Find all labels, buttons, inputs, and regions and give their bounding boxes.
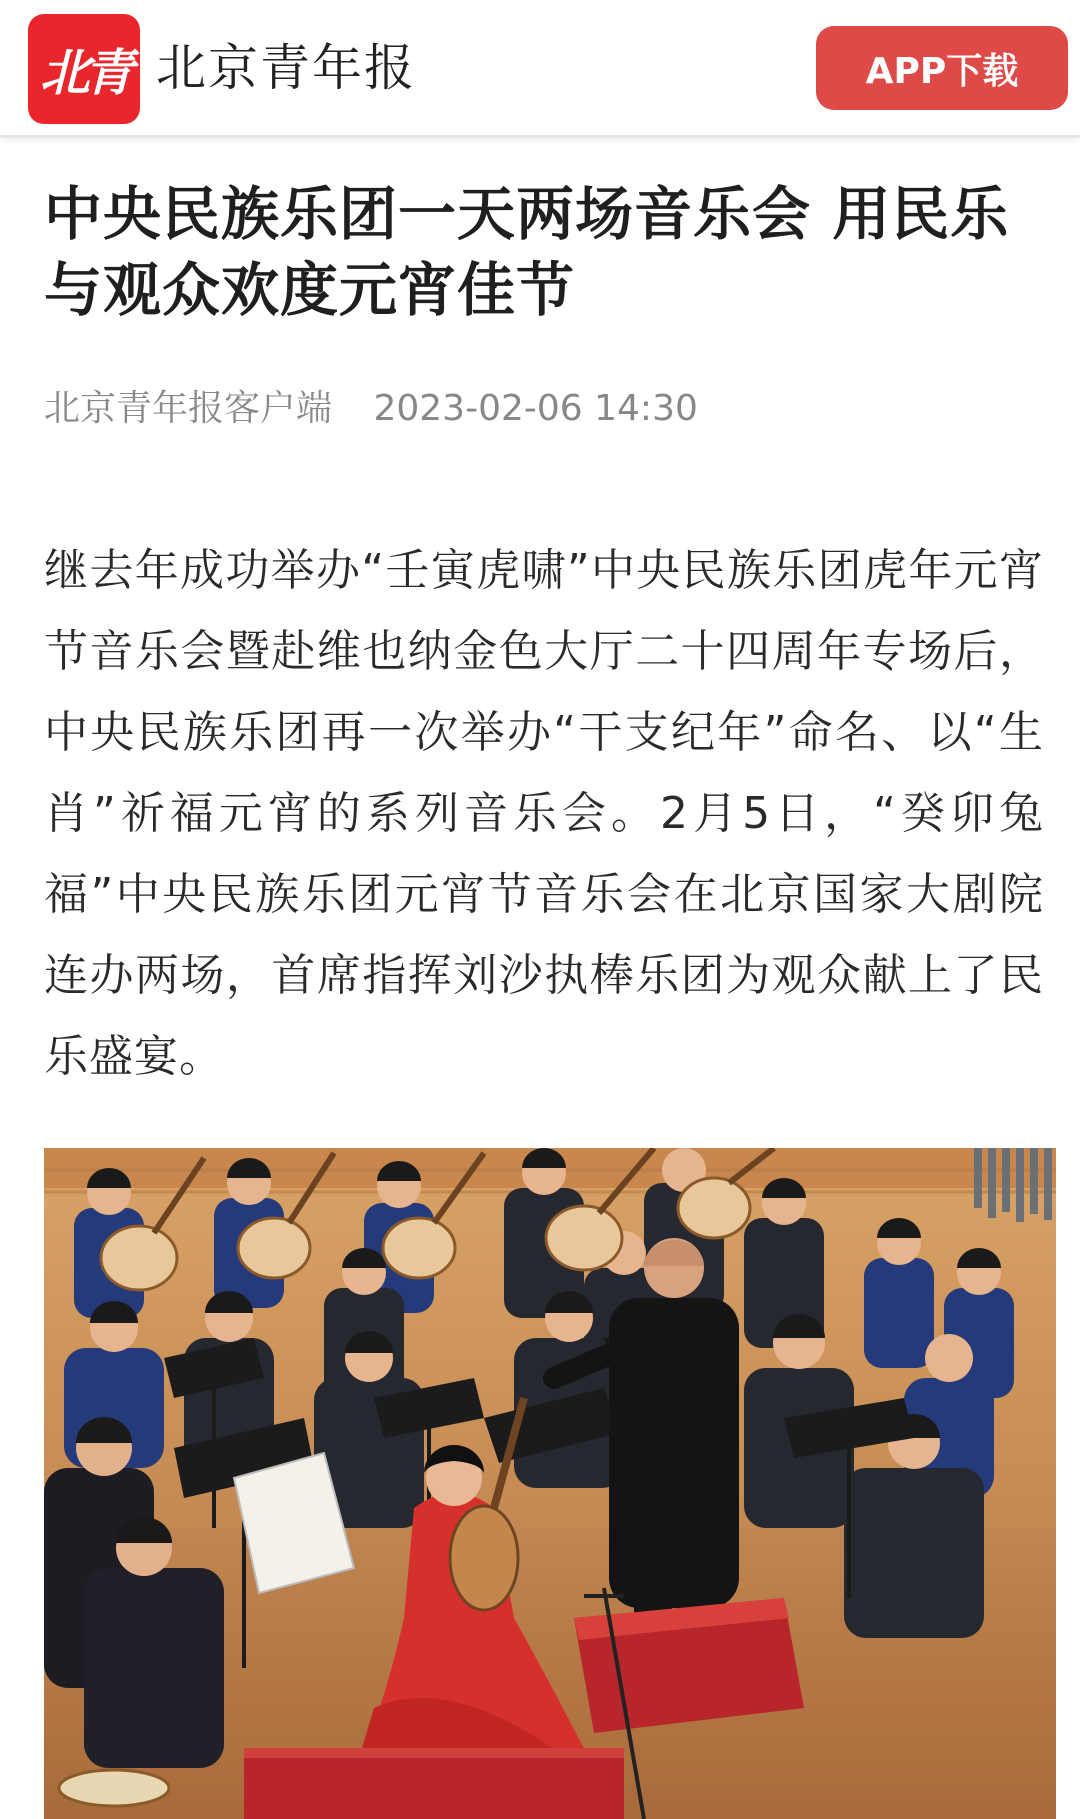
- article-source[interactable]: 北京青年报客户端: [44, 388, 333, 429]
- logo-text: 北青: [40, 43, 128, 102]
- article-datetime: 2023-02-06 14:30: [373, 388, 698, 429]
- photo-illustration: [44, 1148, 1056, 1819]
- brand-name[interactable]: 北京青年报: [156, 39, 416, 97]
- article-body: 继去年成功举办“壬寅虎啸”中央民族乐团虎年元宵节音乐会暨赴维也纳金色大厅二十四周年专场后，中央民族乐团再一次举办“干支纪年”命名、以“生肖”祈福元宵的系列音乐会。2月5日，“癸卯兔福”中央民族乐团元宵节音乐会在北京国家大剧院连办两场，首席指挥刘沙执棒乐团为观众献上了民乐盛宴。: [44, 545, 1044, 1082]
- brand-logo[interactable]: [28, 14, 140, 124]
- top-header: [0, 0, 1080, 138]
- app-download-button[interactable]: APP下载: [816, 26, 1068, 110]
- article-meta: [44, 386, 698, 432]
- orchestra-performance-photo[interactable]: [44, 1148, 1056, 1819]
- article-title: 中央民族乐团一天两场音乐会 用民乐与观众欢度元宵佳节: [44, 180, 1010, 324]
